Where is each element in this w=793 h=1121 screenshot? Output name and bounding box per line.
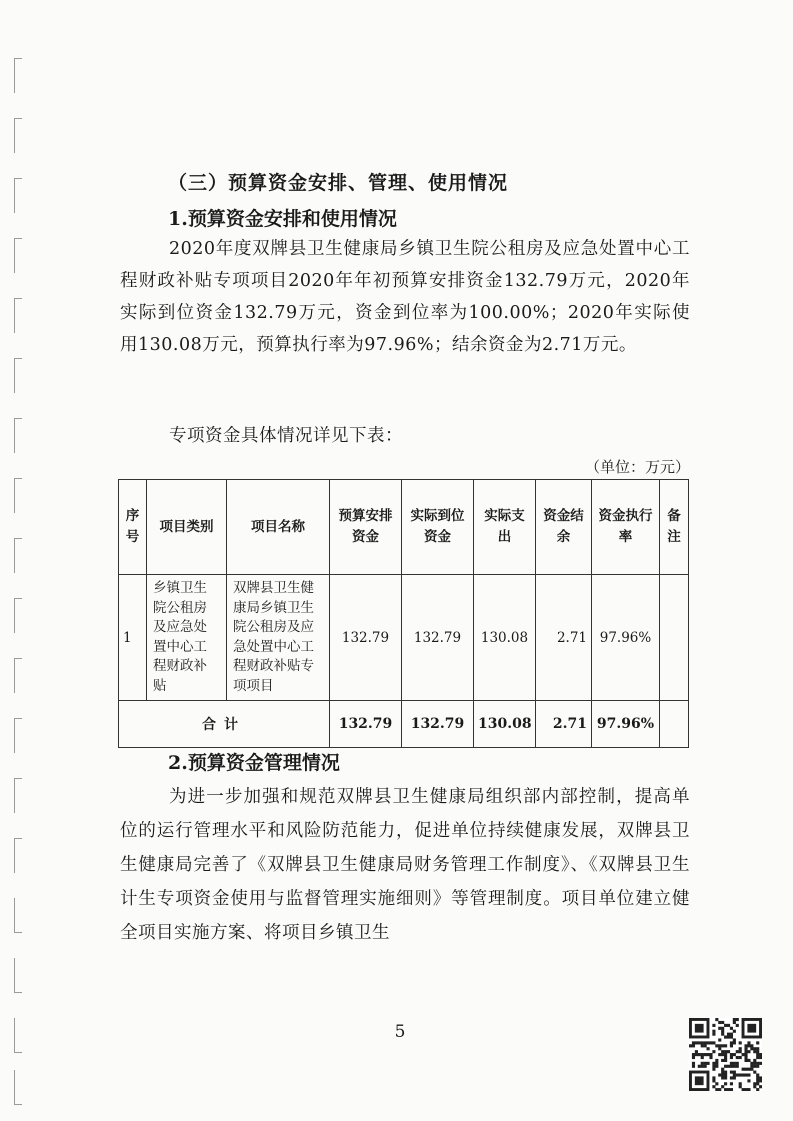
- cell-received: 132.79: [402, 575, 474, 701]
- binding-mark: [14, 958, 22, 993]
- header-received: 实际到位资金: [402, 480, 474, 575]
- binding-margin: [0, 0, 40, 1121]
- fund-table: [118, 479, 689, 748]
- cell-seq: 1: [119, 575, 147, 701]
- cell-budget: 132.79: [330, 575, 402, 701]
- budget-use-paragraph: 2020年度双牌县卫生健康局乡镇卫生院公租房及应急处置中心工程财政补贴专项项目2020年年初预算安排资金132.79万元，2020年实际到位资金132.79万元，资金到位率为100.00%；2020年实际使用130.08万元，预算执行率为97.96%；结余资金为2.71万元。: [120, 239, 690, 355]
- binding-mark: [14, 598, 22, 633]
- budget-management-paragraph: 为进一步加强和规范双牌县卫生健康局组织部内部控制，提高单位的运行管理水平和风险防范能力，促进单位持续健康发展，双牌县卫生健康局完善了《双牌县卫生健康局财务管理工作制度》、《双牌县卫生计生专项资金使用与监督管理实施细则》等管理制度。项目单位建立健全项目实施方案、将项目乡镇卫生: [120, 787, 690, 943]
- cell-spent: 130.08: [474, 575, 536, 701]
- binding-mark: [14, 718, 22, 753]
- cell-remark: [660, 575, 689, 701]
- header-seq: 序号: [119, 480, 147, 575]
- subsection-heading-budget-management: 2.预算资金管理情况: [168, 752, 340, 774]
- total-budget: 132.79: [330, 701, 402, 748]
- header-name: 项目名称: [227, 480, 330, 575]
- binding-mark: [14, 238, 22, 273]
- binding-mark: [14, 538, 22, 573]
- header-remark: 备注: [660, 480, 689, 575]
- table-total-row: [119, 701, 689, 748]
- binding-mark: [14, 478, 22, 513]
- header-spent: 实际支出: [474, 480, 536, 575]
- binding-mark: [14, 358, 22, 393]
- section-heading: （三）预算资金安排、管理、使用情况: [168, 172, 509, 194]
- qr-code-graphic: [689, 1018, 762, 1091]
- binding-mark: [14, 778, 22, 813]
- header-category: 项目类别: [147, 480, 227, 575]
- total-remark: [660, 701, 689, 748]
- binding-mark: [14, 118, 22, 153]
- binding-mark: [14, 838, 22, 873]
- binding-mark: [14, 658, 22, 693]
- total-balance: 2.71: [536, 701, 592, 748]
- binding-mark: [14, 178, 22, 213]
- table-intro-paragraph: 专项资金具体情况详见下表：: [169, 426, 403, 446]
- binding-mark: [14, 58, 22, 93]
- unit-note: （单位：万元）: [584, 458, 690, 476]
- cell-category: 乡镇卫生院公租房及应急处置中心工程财政补贴: [147, 575, 227, 701]
- binding-mark: [14, 898, 22, 933]
- subsection-heading-budget-use: 1.预算资金安排和使用情况: [168, 208, 397, 230]
- table-header-row: [119, 480, 689, 575]
- cell-balance: 2.71: [536, 575, 592, 701]
- binding-mark: [14, 1018, 22, 1053]
- page-number: 5: [394, 1022, 406, 1042]
- table-row: [119, 575, 689, 701]
- qr-code-icon: [689, 1018, 762, 1091]
- total-rate: 97.96%: [592, 701, 660, 748]
- binding-mark: [14, 1070, 22, 1105]
- cell-name: 双牌县卫生健康局乡镇卫生院公租房及应急处置中心工程财政补贴专项项目: [227, 575, 330, 701]
- header-budget: 预算安排资金: [330, 480, 402, 575]
- binding-mark: [14, 298, 22, 333]
- total-received: 132.79: [402, 701, 474, 748]
- header-balance: 资金结余: [536, 480, 592, 575]
- header-rate: 资金执行率: [592, 480, 660, 575]
- binding-mark: [14, 418, 22, 453]
- total-label: 合计: [119, 701, 330, 748]
- total-spent: 130.08: [474, 701, 536, 748]
- cell-rate: 97.96%: [592, 575, 660, 701]
